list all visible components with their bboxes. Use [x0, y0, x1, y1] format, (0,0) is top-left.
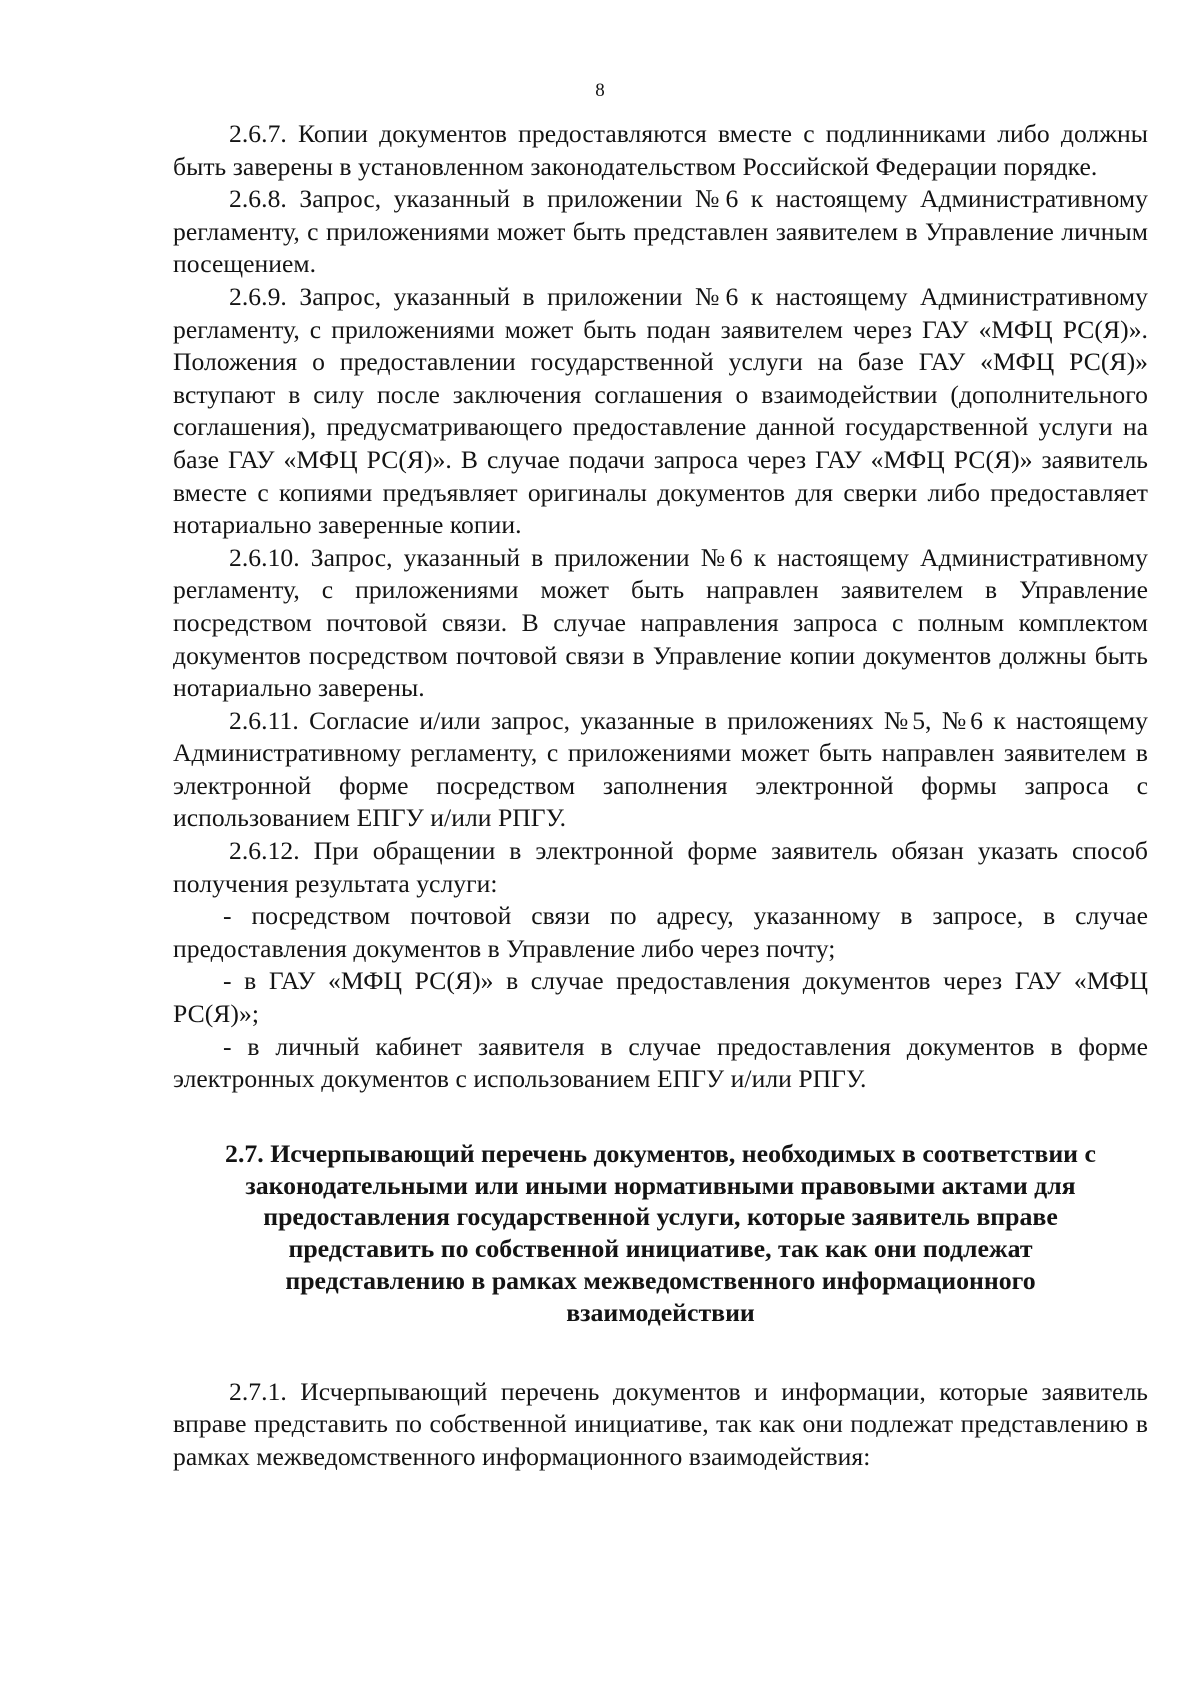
section-heading-2-7 — [173, 1138, 1148, 1329]
heading-line: предоставления государственной услуги, которые заявитель вправе — [263, 1202, 1058, 1232]
bullet-mfc: - в ГАУ «МФЦ РС(Я)» в случае предоставления документов через ГАУ «МФЦ РС(Я)»; — [173, 966, 1148, 1029]
paragraph-2-7-1: 2.7.1. Исчерпывающий перечень документов и информации, которые заявитель вправе представить по собственной инициативе, так как они подлежат представлению в рамках межведомственного информационного взаимодействия: — [173, 1376, 1148, 1471]
paragraph-2-6-11: 2.6.11. Согласие и/или запрос, указанные в приложениях №5, №6 к настоящему Административному регламенту, с приложениями может быть направлен заявителем в электронной форме посредством заполнения электронной формы запроса с использованием ЕПГУ и/или РПГУ. — [173, 705, 1148, 833]
heading-line: законодательными или иными нормативными правовыми актами для — [245, 1170, 1076, 1200]
page-number: 8 — [595, 80, 605, 101]
heading-line: взаимодействии — [566, 1297, 755, 1327]
paragraph-2-6-10: 2.6.10. Запрос, указанный в приложении №6 к настоящему Административному регламенту, с приложениями может быть направлен заявителем в Управление посредством почтовой связи. В случае направления запроса с полным комплектом документов посредством почтовой связи в Управление копии документов должны быть нотариально заверены. — [173, 542, 1148, 703]
paragraph-2-6-7: 2.6.7. Копии документов предоставляются вместе с подлинниками либо должны быть заверены в установленном законодательством Российской Федерации порядке. — [173, 119, 1148, 181]
heading-line: представлению в рамках межведомственного информационного — [285, 1266, 1036, 1295]
bullet-postal: - посредством почтовой связи по адресу, указанному в запросе, в случае предоставления документов в Управление либо через почту; — [173, 901, 1148, 963]
paragraph-2-6-8: 2.6.8. Запрос, указанный в приложении №6 к настоящему Административному регламенту, с приложениями может быть представлен заявителем в Управление личным посещением. — [173, 184, 1148, 279]
heading-line: представить по собственной инициативе, так как они подлежат — [288, 1234, 1033, 1264]
document-body — [173, 118, 1148, 1473]
paragraph-2-6-9: 2.6.9. Запрос, указанный в приложении №6 к настоящему Административному регламенту, с приложениями может быть подан заявителем через ГАУ «МФЦ РС(Я)». Положения о предоставлении государственной услуги на базе ГАУ «МФЦ РС(Я)» вступают в силу после заключения соглашения о взаимодействии (дополнительного соглашения), предусматривающего предоставление данной государственной услуги на базе ГАУ «МФЦ РС(Я)». В случае подачи запроса через ГАУ «МФЦ РС(Я)» заявитель вместе с копиями предъявляет оригиналы документов для сверки либо предоставляет нотариально заверенные копии. — [173, 281, 1148, 540]
paragraph-2-6-12: 2.6.12. При обращении в электронной форме заявитель обязан указать способ получения результата услуги: — [173, 836, 1148, 898]
bullet-personal-cabinet: - в личный кабинет заявителя в случае предоставления документов в форме электронных документов с использованием ЕПГУ и/или РПГУ. — [173, 1031, 1148, 1094]
heading-line: 2.7. Исчерпывающий перечень документов, необходимых в соответствии с — [225, 1138, 1096, 1168]
